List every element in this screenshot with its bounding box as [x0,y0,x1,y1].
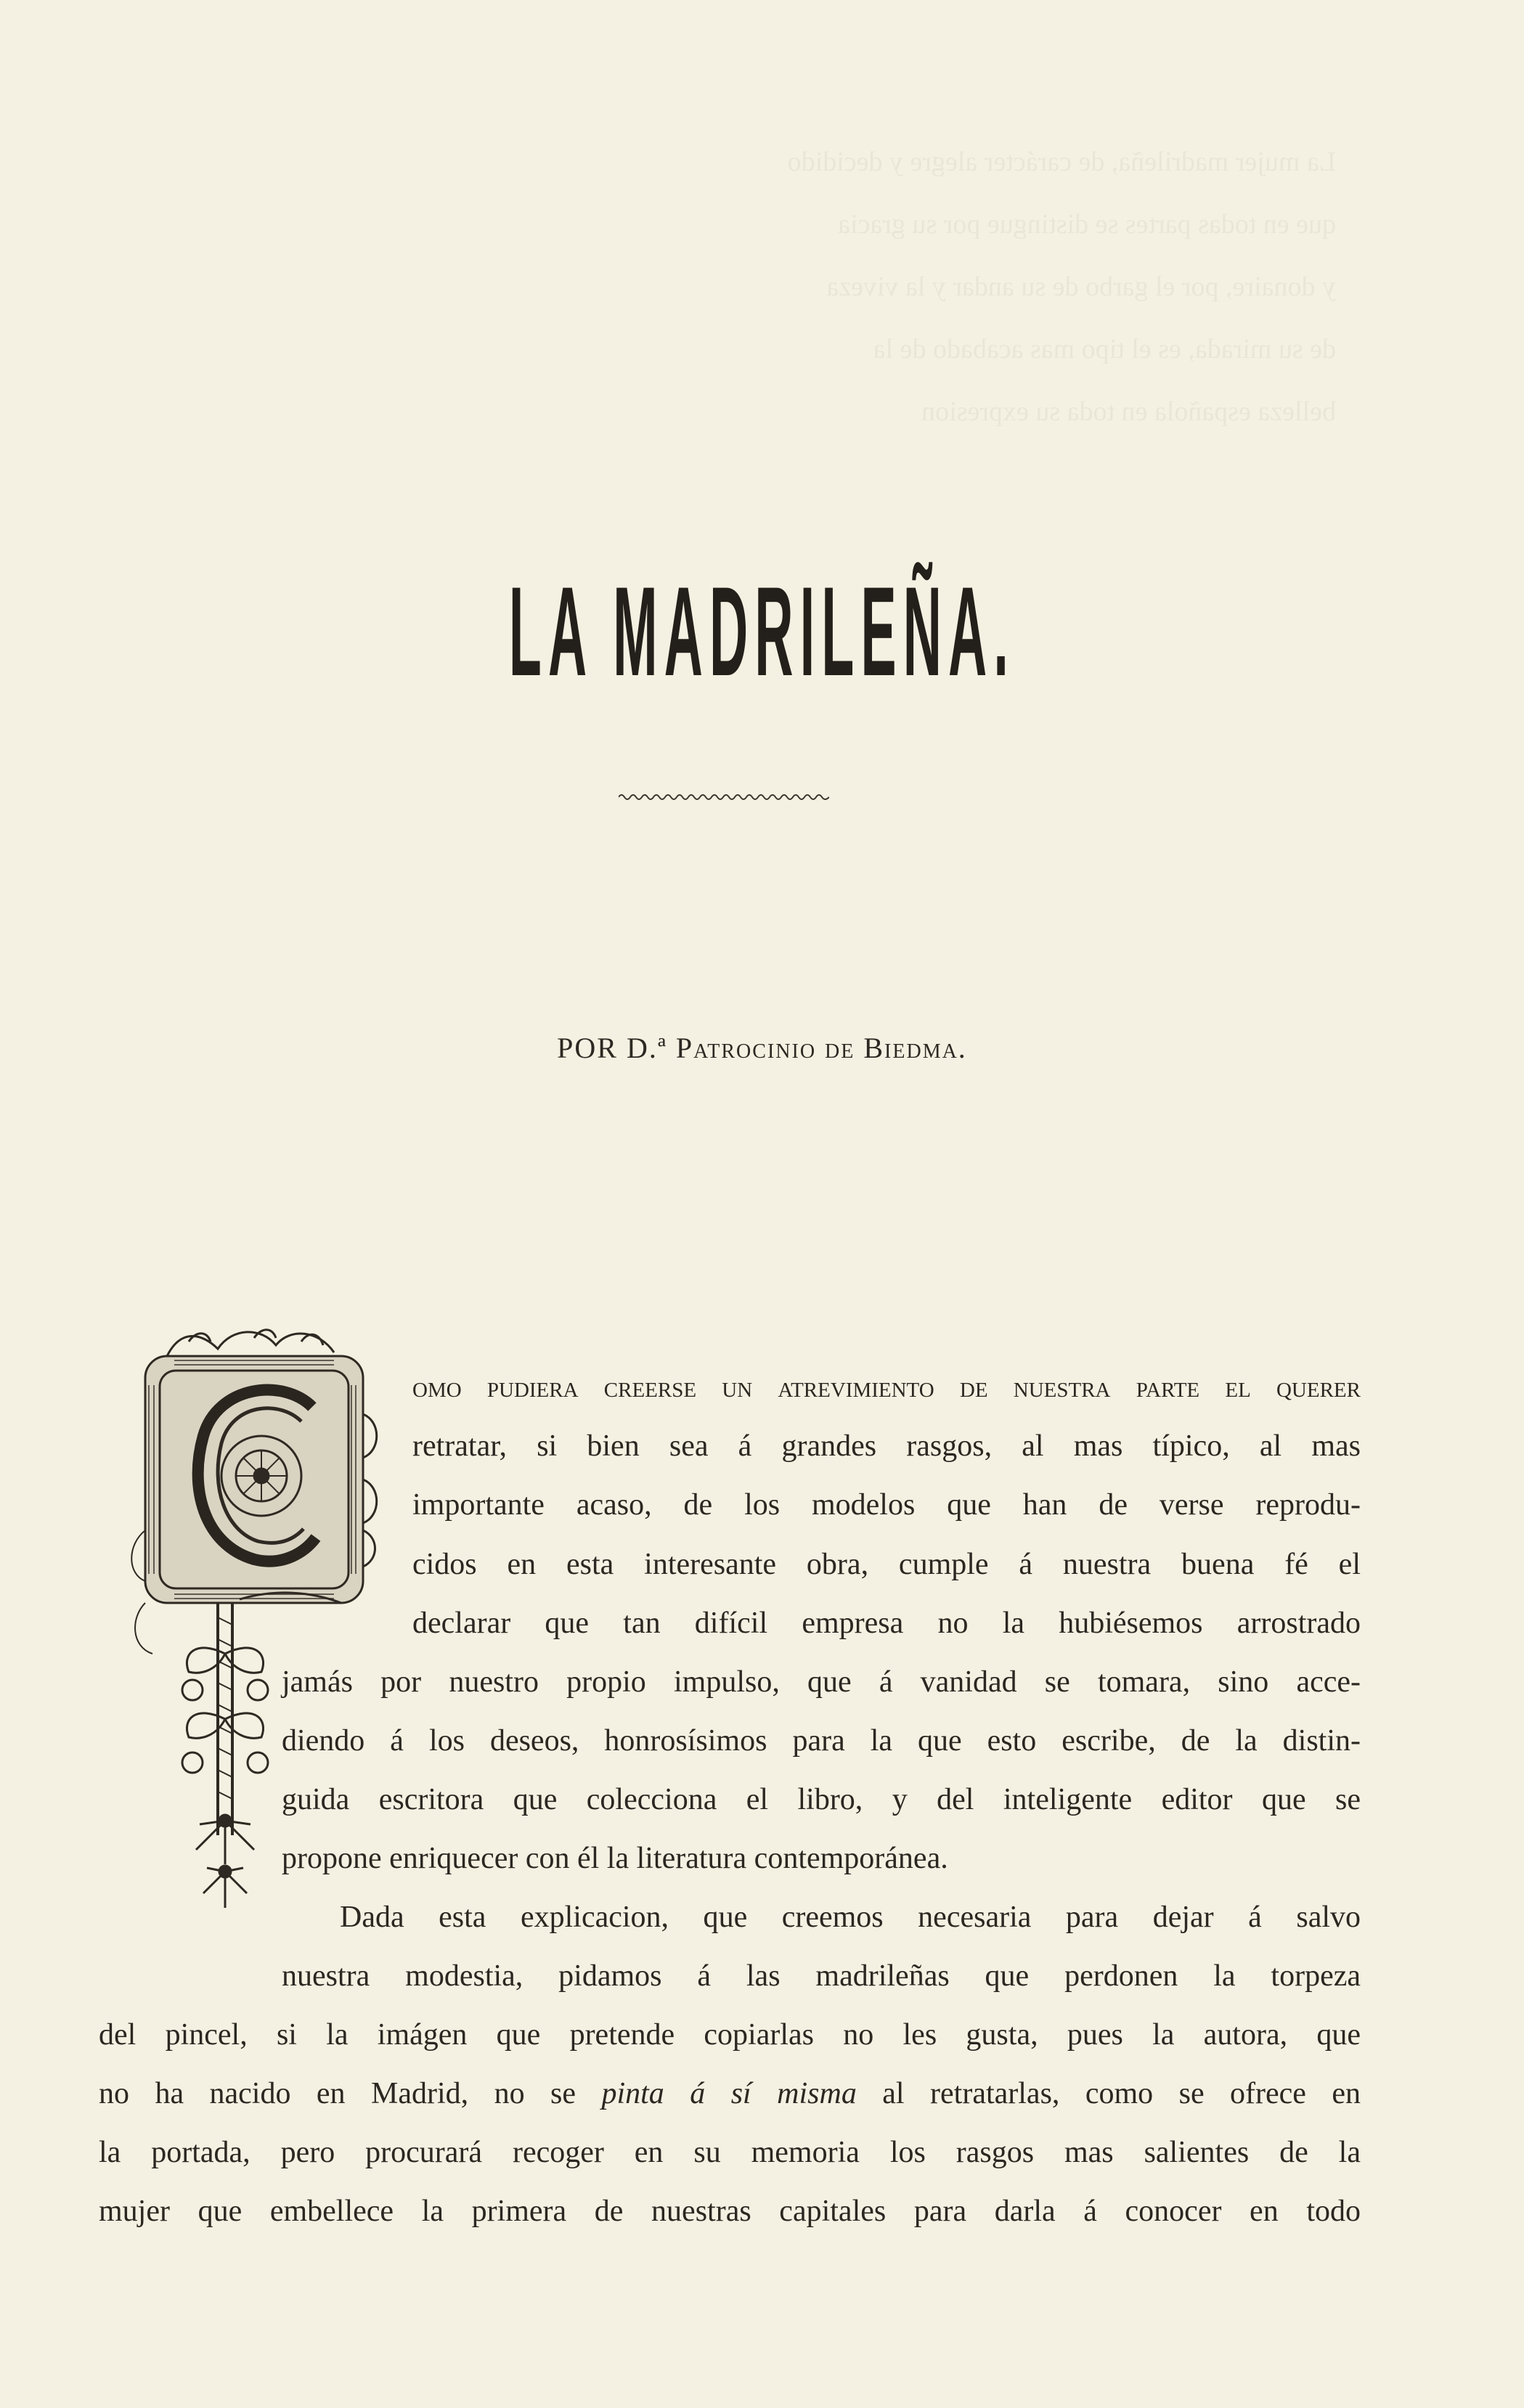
italic-phrase: pinta á sí misma [601,2077,857,2110]
wavy-rule-ornament [619,790,829,804]
text-line: Dada esta explicacion, que creemos necesaria para dejar á salvo [340,1901,1361,1934]
text-line: importante acaso, de los modelos que han de verse reprodu- [412,1488,1361,1522]
text-line [99,2078,1361,2109]
byline-author: Patrocinio de Biedma. [675,1032,967,1064]
text-line: jamás por nuestro propio impulso, que á vanidad se tomara, sino acce- [282,1665,1361,1699]
show-through-texture: La mujer madrileña, de carácter alegre y decidido que en todas partes se distingue por su gracia y donaire, por el garbo de su andar y la viveza de su mirada, es el tipo mas acabado de la belleza española en toda su expresion [787,147,1336,427]
byline-prefix: POR [557,1032,618,1064]
text-segment: al retratarlas, como se ofrece en [882,2077,1361,2110]
text-line: nuestra modestia, pidamos á las madrileñas que perdonen la torpeza [282,1959,1361,1993]
text-line: la portada, pero procurará recoger en su memoria los rasgos mas salientes de la [99,2136,1361,2169]
author-byline [0,1031,1524,1065]
text-line: propone enriquecer con él la literatura contemporánea. [282,1842,948,1875]
text-line: cidos en esta interesante obra, cumple á nuestra buena fé el [412,1548,1361,1581]
ornamental-drop-cap [116,1313,385,1922]
drop-cap-continuation: omo pudiera creerse un atrevimiento de nuestra parte el querer [412,1371,1361,1404]
text-line: retratar, si bien sea á grandes rasgos, al mas típico, al mas [412,1429,1361,1463]
text-segment: no ha nacido en Madrid, no se [99,2077,576,2110]
byline-honorific: D.ª [626,1032,667,1064]
article-title: LA MADRILEÑA. [508,561,1016,703]
text-line: declarar que tan difícil empresa no la hubiésemos arrostrado [412,1607,1361,1640]
text-line: diendo á los deseos, honrosísimos para la que esto escribe, de la distin- [282,1724,1361,1758]
text-line: guida escritora que colecciona el libro, y del inteligente editor que se [282,1783,1361,1816]
text-line: del pincel, si la imágen que pretende copiarlas no les gusta, pues la autora, que [99,2018,1361,2052]
text-line: mujer que embellece la primera de nuestras capitales para darla á conocer en todo [99,2195,1361,2228]
text-line [412,1372,1361,1403]
